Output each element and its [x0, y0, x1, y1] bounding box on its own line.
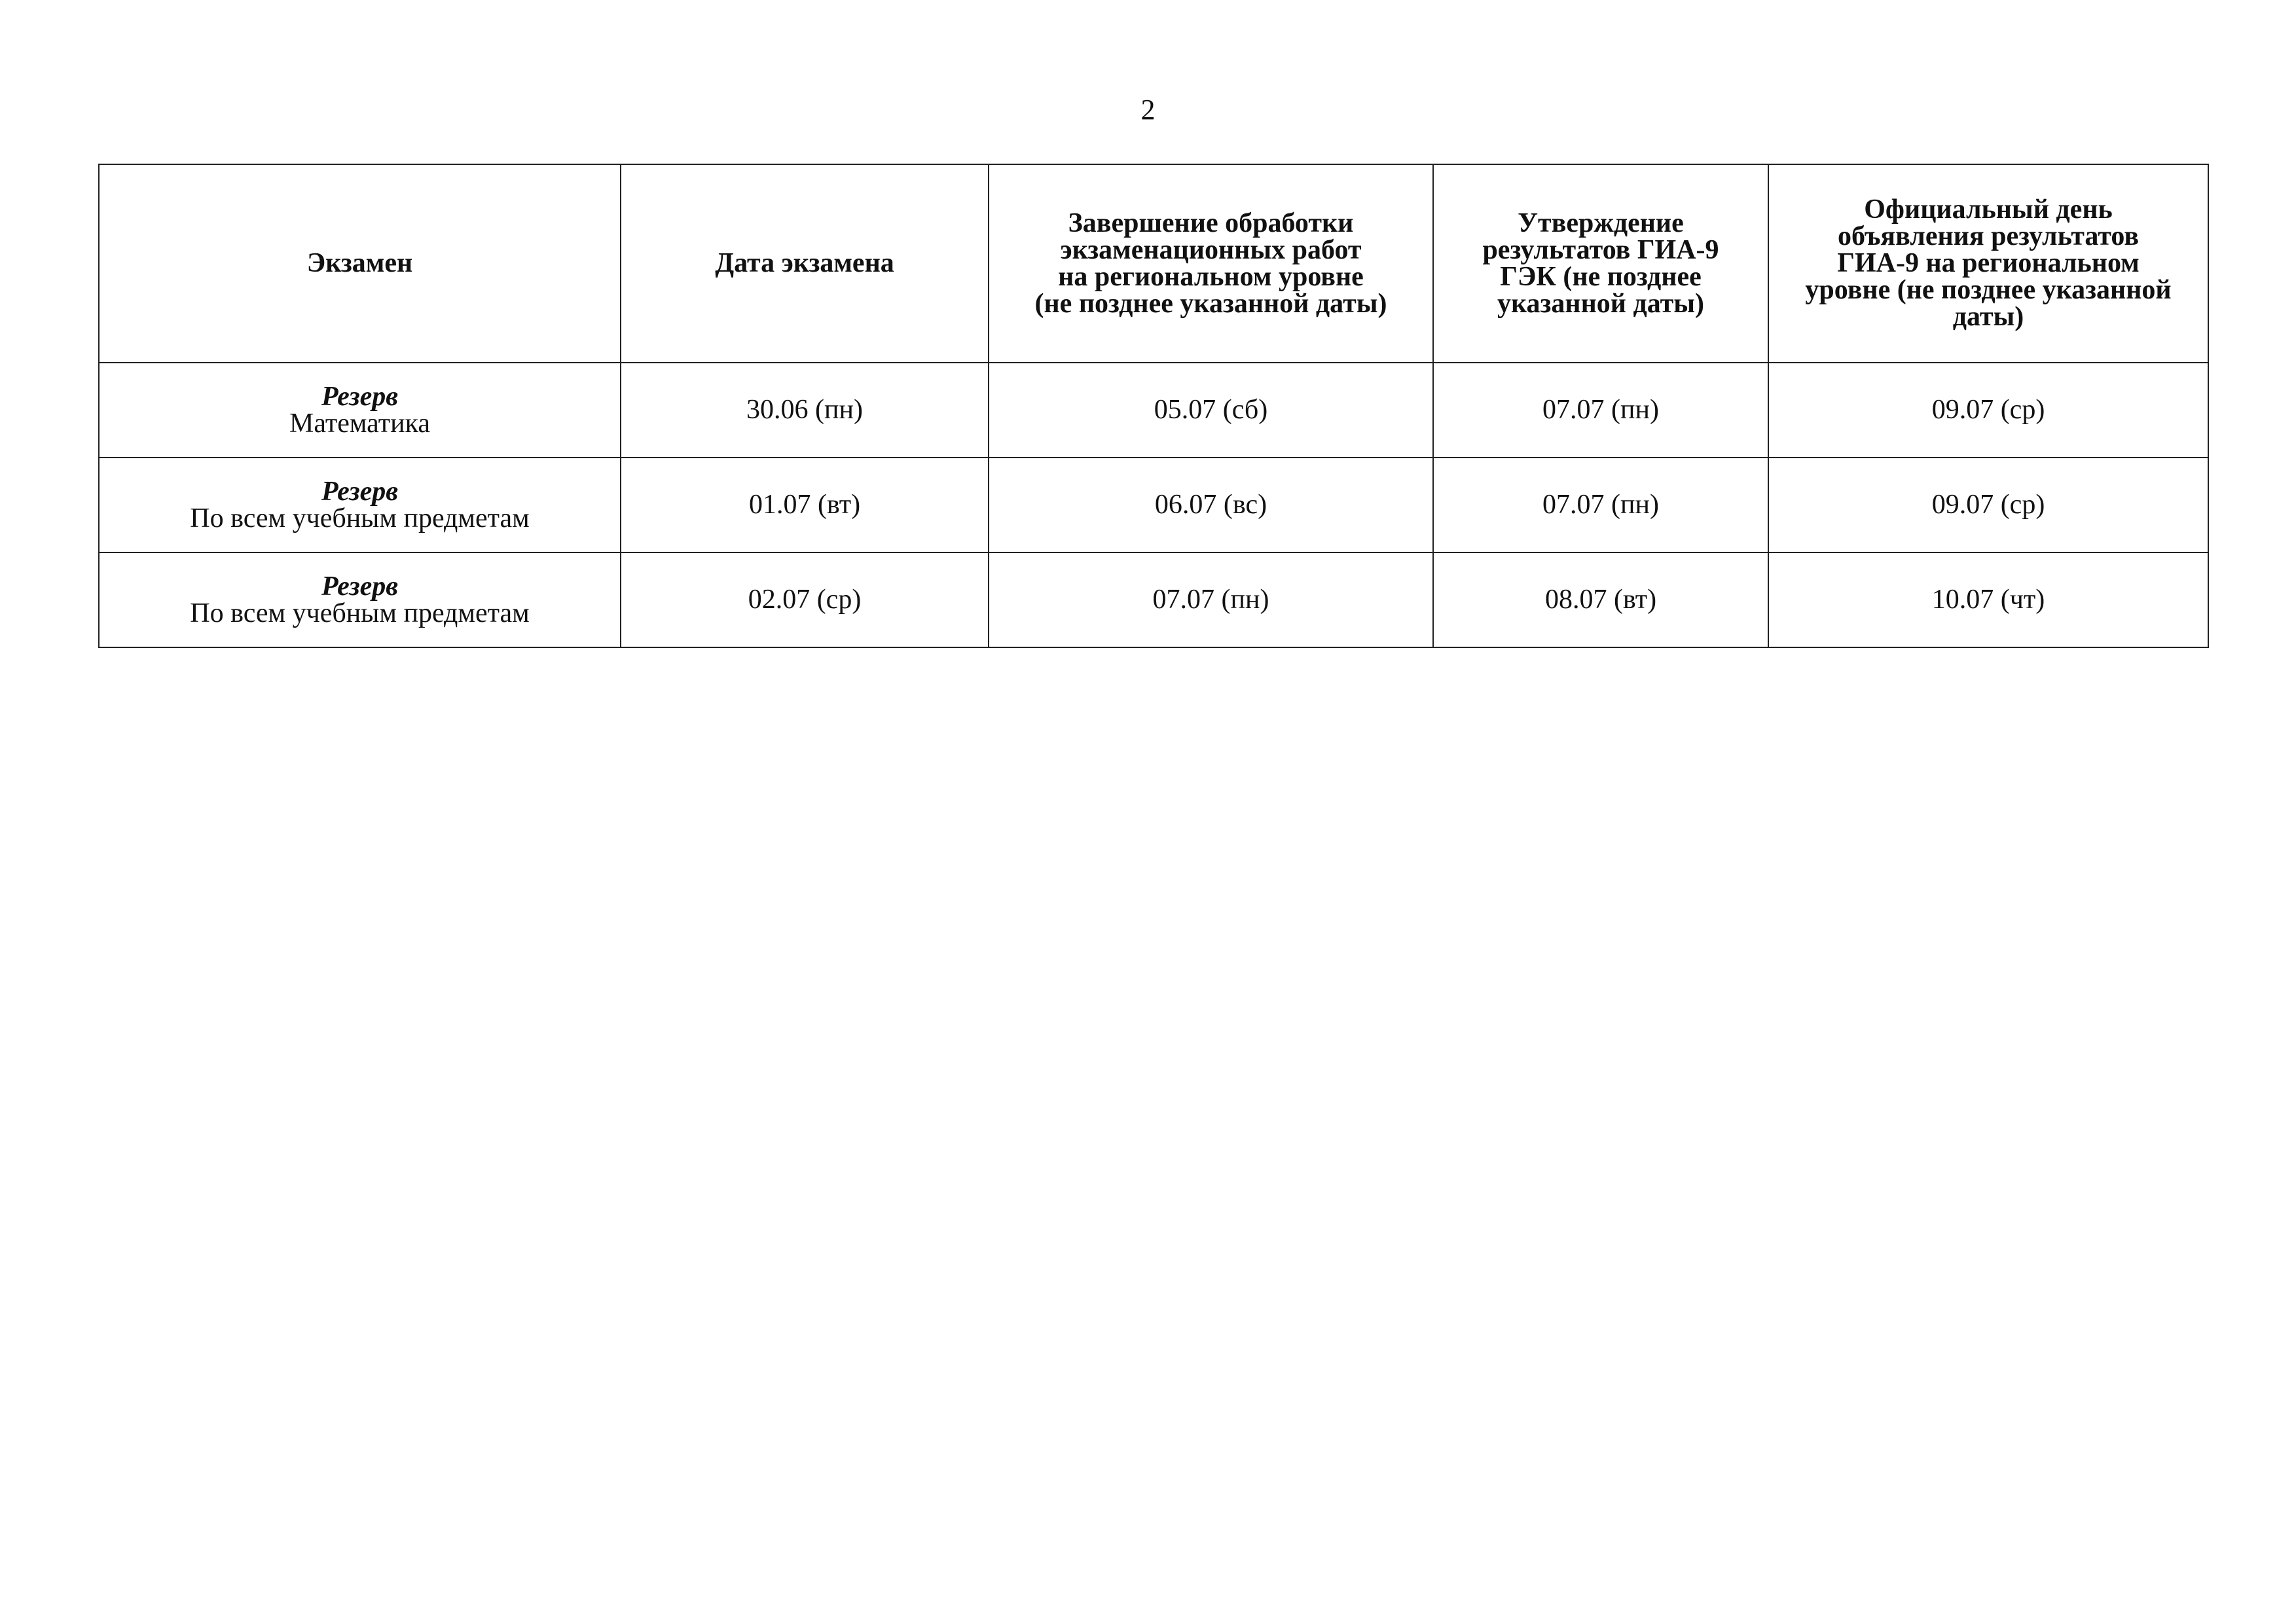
exam-cell [99, 363, 621, 458]
header-approval-line: результатов ГИА-9 [1482, 234, 1719, 265]
exam-subject: По всем учебным предметам [190, 598, 530, 628]
approval-date-cell: 07.07 (пн) [1433, 458, 1768, 552]
exam-date-cell: 30.06 (пн) [621, 363, 989, 458]
exam-cell [99, 458, 621, 552]
header-announcement-line: объявления результатов [1837, 221, 2139, 251]
exam-kind: Резерв [321, 381, 399, 412]
exam-subject: По всем учебным предметам [190, 503, 530, 533]
header-approval-line: ГЭК (не позднее [1500, 261, 1702, 292]
exam-kind: Резерв [321, 571, 399, 602]
table-row [99, 458, 2208, 552]
exam-date-cell: 01.07 (вт) [621, 458, 989, 552]
header-processing-line: (не позднее указанной даты) [1034, 288, 1387, 319]
exam-subject: Математика [289, 408, 430, 439]
page-number: 2 [1140, 94, 1156, 126]
announcement-date-cell: 09.07 (ср) [1768, 363, 2208, 458]
header-processing-line: Завершение обработки [1068, 208, 1354, 238]
announcement-date-cell: 10.07 (чт) [1768, 552, 2208, 647]
exam-date-cell: 02.07 (ср) [621, 552, 989, 647]
approval-date-cell: 08.07 (вт) [1433, 552, 1768, 647]
table-header-row [99, 164, 2208, 363]
header-processing [989, 164, 1433, 363]
table-row [99, 552, 2208, 647]
header-announcement-line: ГИА-9 на региональном [1837, 248, 2140, 278]
processing-date-cell: 07.07 (пн) [989, 552, 1433, 647]
header-announcement-line: Официальный день [1864, 194, 2113, 225]
exam-schedule-table [98, 164, 2209, 648]
header-announcement [1768, 164, 2208, 363]
processing-date-cell: 05.07 (сб) [989, 363, 1433, 458]
processing-date-cell: 06.07 (вс) [989, 458, 1433, 552]
header-processing-line: экзаменационных работ [1060, 234, 1362, 265]
exam-kind: Резерв [321, 476, 399, 507]
exam-cell [99, 552, 621, 647]
table-row [99, 363, 2208, 458]
header-exam: Экзамен [99, 164, 621, 363]
header-exam-date: Дата экзамена [621, 164, 989, 363]
header-announcement-line: даты) [1952, 302, 2024, 332]
header-approval-line: Утверждение [1518, 208, 1684, 238]
header-processing-line: на региональном уровне [1058, 261, 1364, 292]
header-approval [1433, 164, 1768, 363]
header-announcement-line: уровне (не позднее указанной [1805, 275, 2172, 305]
approval-date-cell: 07.07 (пн) [1433, 363, 1768, 458]
announcement-date-cell: 09.07 (ср) [1768, 458, 2208, 552]
header-approval-line: указанной даты) [1497, 288, 1705, 319]
